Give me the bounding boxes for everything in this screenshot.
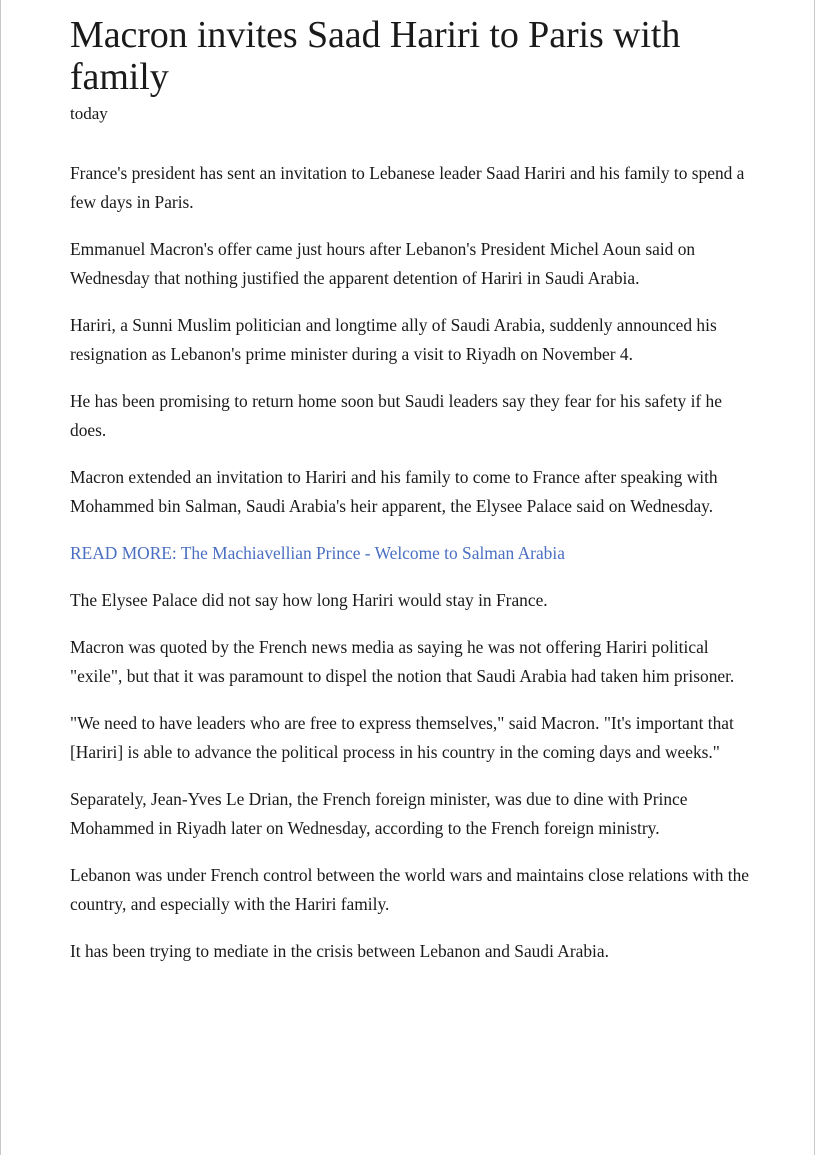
article-title: Macron invites Saad Hariri to Paris with family: [70, 14, 681, 98]
paragraph: Macron was quoted by the French news media as saying he was not offering Hariri political "exile", but that it was paramount to dispel the notion that Saudi Arabia had taken him prisoner.: [70, 637, 735, 686]
paragraph: Hariri, a Sunni Muslim politician and longtime ally of Saudi Arabia, suddenly announced his resignation as Lebanon's prime minister during a visit to Riyadh on November 4.: [70, 315, 717, 364]
paragraph: Macron extended an invitation to Hariri and his family to come to France after speaking with Mohammed bin Salman, Saudi Arabia's heir apparent, the Elysee Palace said on Wednesday.: [70, 467, 718, 516]
paragraph: France's president has sent an invitation to Lebanese leader Saad Hariri and his family to spend a few days in Paris.: [70, 163, 745, 212]
paragraph: It has been trying to mediate in the crisis between Lebanon and Saudi Arabia.: [70, 941, 609, 961]
read-more-link[interactable]: READ MORE: The Machiavellian Prince - Welcome to Salman Arabia: [70, 543, 565, 563]
paragraph: Emmanuel Macron's offer came just hours after Lebanon's President Michel Aoun said on Wednesday that nothing justified the apparent detention of Hariri in Saudi Arabia.: [70, 239, 696, 288]
article: [70, 0, 760, 984]
read-more-paragraph: [70, 539, 760, 568]
paragraph: "We need to have leaders who are free to express themselves," said Macron. "It's important that [Hariri] is able to advance the political process in his country in the coming days and weeks.": [70, 713, 734, 762]
article-date: today: [70, 104, 108, 123]
page-left-border: [0, 0, 1, 1155]
paragraph: Separately, Jean-Yves Le Drian, the French foreign minister, was due to dine with Prince Mohammed in Riyadh later on Wednesday, according to the French foreign ministry.: [70, 789, 688, 838]
paragraph: Lebanon was under French control between the world wars and maintains close relations with the country, and especially with the Hariri family.: [70, 865, 749, 914]
article-body: [70, 159, 760, 966]
paragraph: He has been promising to return home soon but Saudi leaders say they fear for his safety if he does.: [70, 391, 722, 440]
paragraph: The Elysee Palace did not say how long Hariri would stay in France.: [70, 590, 548, 610]
